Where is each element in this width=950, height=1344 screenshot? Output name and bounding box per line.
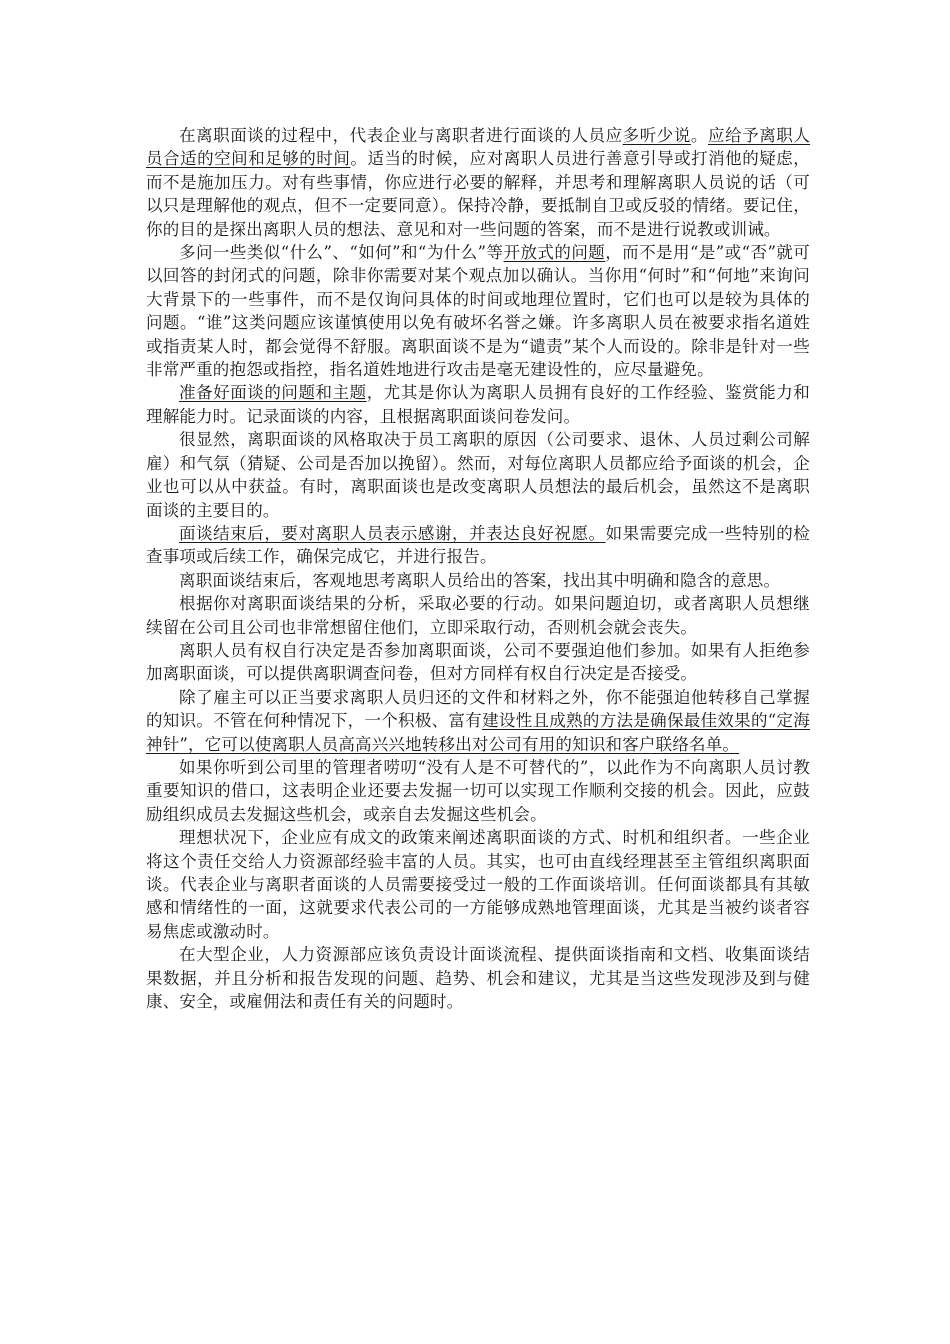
underlined-phrase: 准备好面谈的问题和主题 — [179, 383, 367, 403]
paragraph-12 — [146, 943, 810, 1013]
text-segment: 多问一些类似“什么”、“如何”和“为什么”等 — [179, 243, 504, 263]
underlined-phrase: 建设性且成熟的方法是确保最佳效果的“定海神针”，它可以使离职人员高高兴兴地转移出对公司有用的知识和客户联络名单。 — [146, 711, 811, 754]
text-segment: ，尤其是你认为离职人员拥有良好的工作经验、鉴赏能力和理解能力时。记录面谈的内容，且根据离职面谈问卷发问。 — [146, 383, 810, 426]
paragraph-5 — [146, 522, 810, 569]
underlined-phrase: 开放式的问题 — [503, 243, 606, 263]
underlined-phrase: 多听少说 — [622, 126, 691, 145]
document-body — [146, 124, 810, 1013]
text-segment: 。适当的时候，应对离职人员进行善意引导或打消他的疑虑，而不是施加压力。对有些事情，你应进行必要的解释，并思考和理解离职人员说的话（可以只是理解他的观点，但不一定要同意）。保持冷静，要抵制自卫或反驳的情绪。要记住，你的目的是探出离职人员的想法、意见和对一些问题的答案，而不是进行说教或训诫。 — [146, 149, 811, 239]
text-segment: 如果需要完成一些特别的检查事项或后续工作，确保完成它，并进行报告。 — [146, 523, 810, 567]
text-segment: 根据你对离职面谈结果的分析，采取必要的行动。如果问题迫切，或者离职人员想继续留在公司且公司也非常想留住他们，立即采取行动，否则机会就会丧失。 — [146, 594, 810, 637]
paragraph-9 — [146, 686, 810, 756]
underlined-phrase: 面谈结束后，要对离职人员表示感谢，并表达良好祝愿。 — [179, 523, 606, 543]
paragraph-11 — [146, 826, 810, 943]
paragraph-8 — [146, 639, 810, 686]
paragraph-7 — [146, 592, 810, 639]
text-segment: 很显然，离职面谈的风格取决于员工离职的原因（公司要求、退休、人员过剩公司解雇）和气氛（猜疑、公司是否加以挽留）。然而，对每位离职人员都应给予面谈的机会，企业也可以从中获益。有时，离职面谈也是改变离职人员想法的最后机会，虽然这不是离职面谈的主要目的。 — [146, 430, 810, 520]
text-segment: 在离职面谈的过程中，代表企业与离职者进行面谈的人员应 — [179, 126, 623, 145]
text-segment: ，而不是用“是”或“否”就可以回答的封闭式的问题，除非你需要对某个观点加以确认。当你用“何时”和“何地”来询问大背景下的一些事件，而不是仅询问具体的时间或地理位置时，它们也可以是较为具体的问题。“谁”这类问题应该谨慎使用以免有破坏名誉之嫌。许多离职人员在被要求指名道姓或指责某人时，都会觉得不舒服。离职面谈不是为“谴责”某个人而设的。除非是针对一些非常严重的抱怨或指控，指名道姓地进行攻击是毫无建设性的，应尽量避免。 — [146, 243, 811, 380]
underlined-phrase: 应给予离职人员合适的空间和足够的时间 — [146, 126, 811, 169]
paragraph-2 — [146, 241, 810, 381]
text-segment: 除了雇主可以正当要求离职人员归还的文件和材料之外，你不能强迫他转移自己掌握的知识。不管在何种情况下，一个积极、富有 — [146, 687, 810, 731]
paragraph-6 — [146, 569, 810, 592]
text-segment: 离职人员有权自行决定是否参加离职面谈，公司不要强迫他们参加。如果有人拒绝参加离职面谈，可以提供离职调查问卷，但对方同样有权自行决定是否接受。 — [146, 640, 810, 684]
text-segment: 离职面谈结束后，客观地思考离职人员给出的答案，找出其中明确和隐含的意思。 — [179, 570, 781, 590]
paragraph-4 — [146, 428, 810, 522]
text-segment: 。 — [690, 126, 708, 145]
paragraph-1 — [146, 124, 810, 241]
text-segment: 如果你听到公司里的管理者唠叨“没有人是不可替代的”，以此作为不向离职人员讨教重要知识的借口，这表明企业还要去发掘一切可以实现工作顺利交接的机会。因此，应鼓励组织成员去发掘这些机会，或亲自去发掘这些机会。 — [146, 757, 810, 824]
paragraph-3 — [146, 381, 810, 428]
paragraph-10 — [146, 756, 810, 826]
text-segment: 理想状况下，企业应有成文的政策来阐述离职面谈的方式、时机和组织者。一些企业将这个责任交给人力资源部经验丰富的人员。其实，也可由直线经理甚至主管组织离职面谈。代表企业与离职者面谈的人员需要接受过一般的工作面谈培训。任何面谈都具有其敏感和情绪性的一面，这就要求代表公司的一方能够成熟地管理面谈，尤其是当被约谈者容易焦虑或激动时。 — [146, 828, 810, 941]
text-segment: 在大型企业，人力资源部应该负责设计面谈流程、提供面谈指南和文档、收集面谈结果数据，并且分析和报告发现的问题、趋势、机会和建议，尤其是当这些发现涉及到与健康、安全，或雇佣法和责任有关的问题时。 — [146, 945, 810, 1012]
